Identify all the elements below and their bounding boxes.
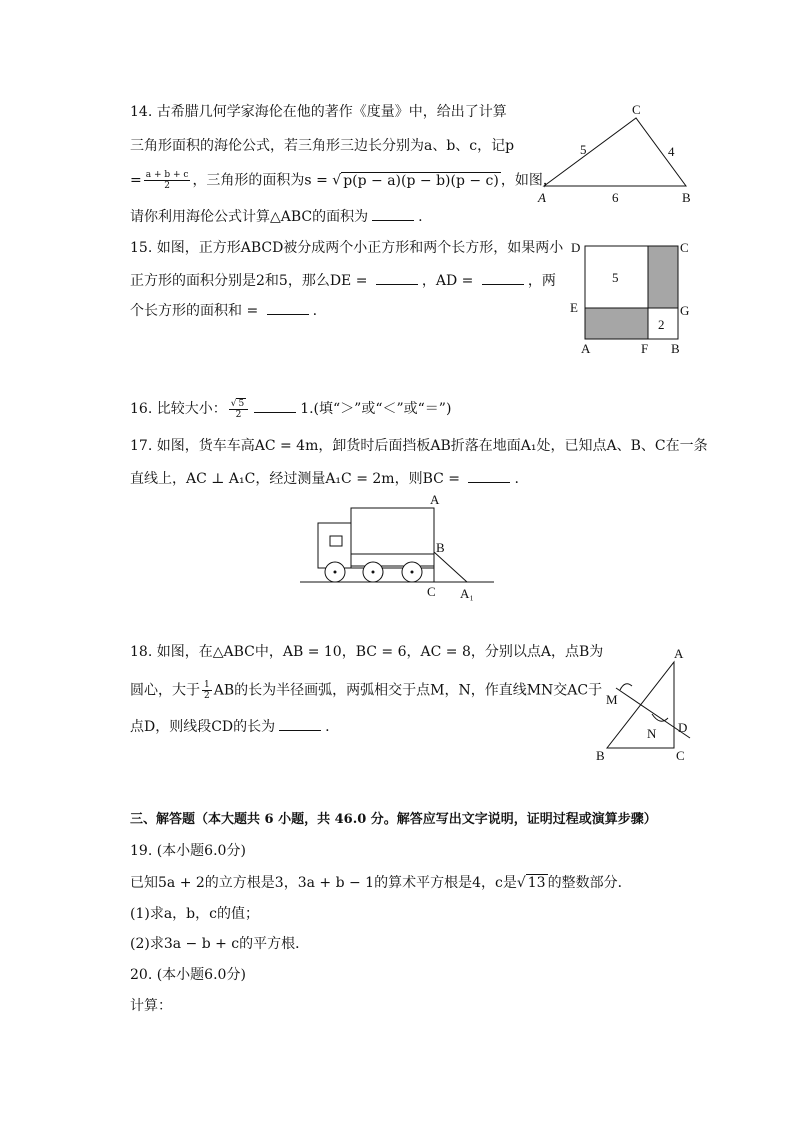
q15-blank-area: [267, 300, 309, 315]
q19-radicand: 13: [527, 875, 546, 891]
q19-part2: (2)求3a − b + c的平方根．: [130, 936, 310, 952]
big-square-area: 5: [612, 270, 619, 285]
truck-bed: [351, 554, 434, 566]
q15-line1: 15. 如图，正方形ABCD被分成两个小正方形和两个长方形，如果两小: [130, 240, 564, 256]
q18-triangle-figure: [592, 640, 702, 770]
truck-cargo: [351, 508, 434, 554]
q17-answer-blank: [468, 468, 510, 483]
label-c: C: [632, 102, 641, 117]
label-m: M: [606, 692, 618, 707]
q15-blank-ad: [482, 270, 524, 285]
q19-header: 19. (本小题6.0分): [130, 843, 246, 859]
q14-line1: 14. 古希腊几何学家海伦在他的著作《度量》中，给出了计算: [130, 104, 507, 120]
label-b: B: [671, 341, 680, 356]
q18-line1: 18. 如图，在△ABC中，AB = 10，BC = 6，AC = 8，分别以点A，点B为: [130, 644, 604, 660]
q14-line3: = $\frac{a + b + c}{2}$ ，三角形的面积为s = √ p(p − a)(p − b)(p − c) ，如图，: [130, 170, 557, 191]
label-g: G: [680, 303, 690, 318]
q15-line2: 正方形的面积分别是2和5，那么DE = ，AD = ，两: [130, 270, 556, 291]
triangle-abc: [544, 118, 686, 186]
q18-line2: 圆心，大于 $\frac{1}{2}$ AB的长为半径画弧，两弧相交于点M，N，作直线MN交AC于: [130, 680, 603, 701]
label-a: A: [674, 646, 684, 661]
q16-fraction: $\frac{√ 5}{2}$: [229, 399, 248, 420]
q15-blank-de: [376, 270, 418, 285]
side-bc-label: 4: [668, 144, 675, 159]
q18-answer-blank: [279, 716, 321, 731]
label-e: E: [570, 300, 578, 315]
label-b: B: [596, 748, 605, 763]
segment-ba1: [434, 552, 467, 582]
label-d: D: [571, 240, 581, 255]
label-n: N: [647, 726, 657, 741]
q14-line2: 三角形面积的海伦公式，若三角形三边长分别为a、b、c，记p: [130, 138, 515, 154]
label-a: A: [538, 190, 546, 205]
label-a1: A₁: [460, 586, 474, 601]
label-c: C: [680, 240, 689, 255]
q20-header: 20. (本小题6.0分): [130, 967, 246, 983]
section-3-heading: 三、解答题（本大题共 6 小题，共 46.0 分。解答应写出文字说明，证明过程或演算步骤）: [130, 812, 657, 827]
q15-line3: 个长方形的面积和 = .: [130, 300, 317, 321]
label-a: A: [430, 492, 440, 507]
q17-line1: 17. 如图，货车车高AC = 4m，卸货时后面挡板AB折落在地面A₁处，已知点A、B、C在一条: [130, 438, 708, 454]
small-square-area: 2: [658, 317, 665, 332]
q17-truck-figure: [298, 492, 498, 607]
label-c: C: [427, 584, 436, 599]
label-a: A: [581, 341, 591, 356]
truck-window: [330, 536, 342, 546]
shaded-rect-right: [648, 246, 678, 308]
q17-line2: 直线上，AC ⊥ A₁C，经过测量A₁C = 2m，则BC = .: [130, 468, 519, 489]
q16-line: 16. 比较大小： $\frac{√ 5}{2}$ 1.(填“＞”或“＜”或“＝”): [130, 398, 452, 420]
label-b: B: [682, 190, 691, 205]
q20-line1: 计算：: [130, 998, 172, 1014]
label-d: D: [678, 720, 688, 735]
label-c: C: [676, 748, 685, 763]
side-ab-label: 6: [612, 190, 619, 205]
shaded-rect-bottom: [585, 308, 648, 339]
q15-square-figure: [568, 236, 698, 356]
q14-answer-blank: [372, 206, 414, 221]
q16-answer-blank: [254, 398, 296, 413]
label-f: F: [641, 341, 649, 356]
q14-triangle-figure: [530, 100, 710, 210]
side-ac-label: 5: [580, 142, 587, 157]
q18-line3: 点D，则线段CD的长为 .: [130, 716, 330, 737]
q19-line1: 已知5a + 2的立方根是3，3a + b − 1的算术平方根是4，c是√ 13 的整数部分．: [130, 875, 632, 891]
q18-fraction: $\frac{1}{2}$: [204, 680, 210, 701]
q19-part1: (1)求a，b，c的值；: [130, 906, 259, 922]
q14-fraction: $\frac{a + b + c}{2}$: [145, 170, 189, 191]
q14-radicand: p(p − a)(p − b)(p − c): [343, 172, 499, 189]
label-b: B: [436, 540, 445, 555]
arc-m: [620, 684, 632, 690]
q14-line4: 请你利用海伦公式计算△ABC的面积为 .: [130, 206, 423, 227]
